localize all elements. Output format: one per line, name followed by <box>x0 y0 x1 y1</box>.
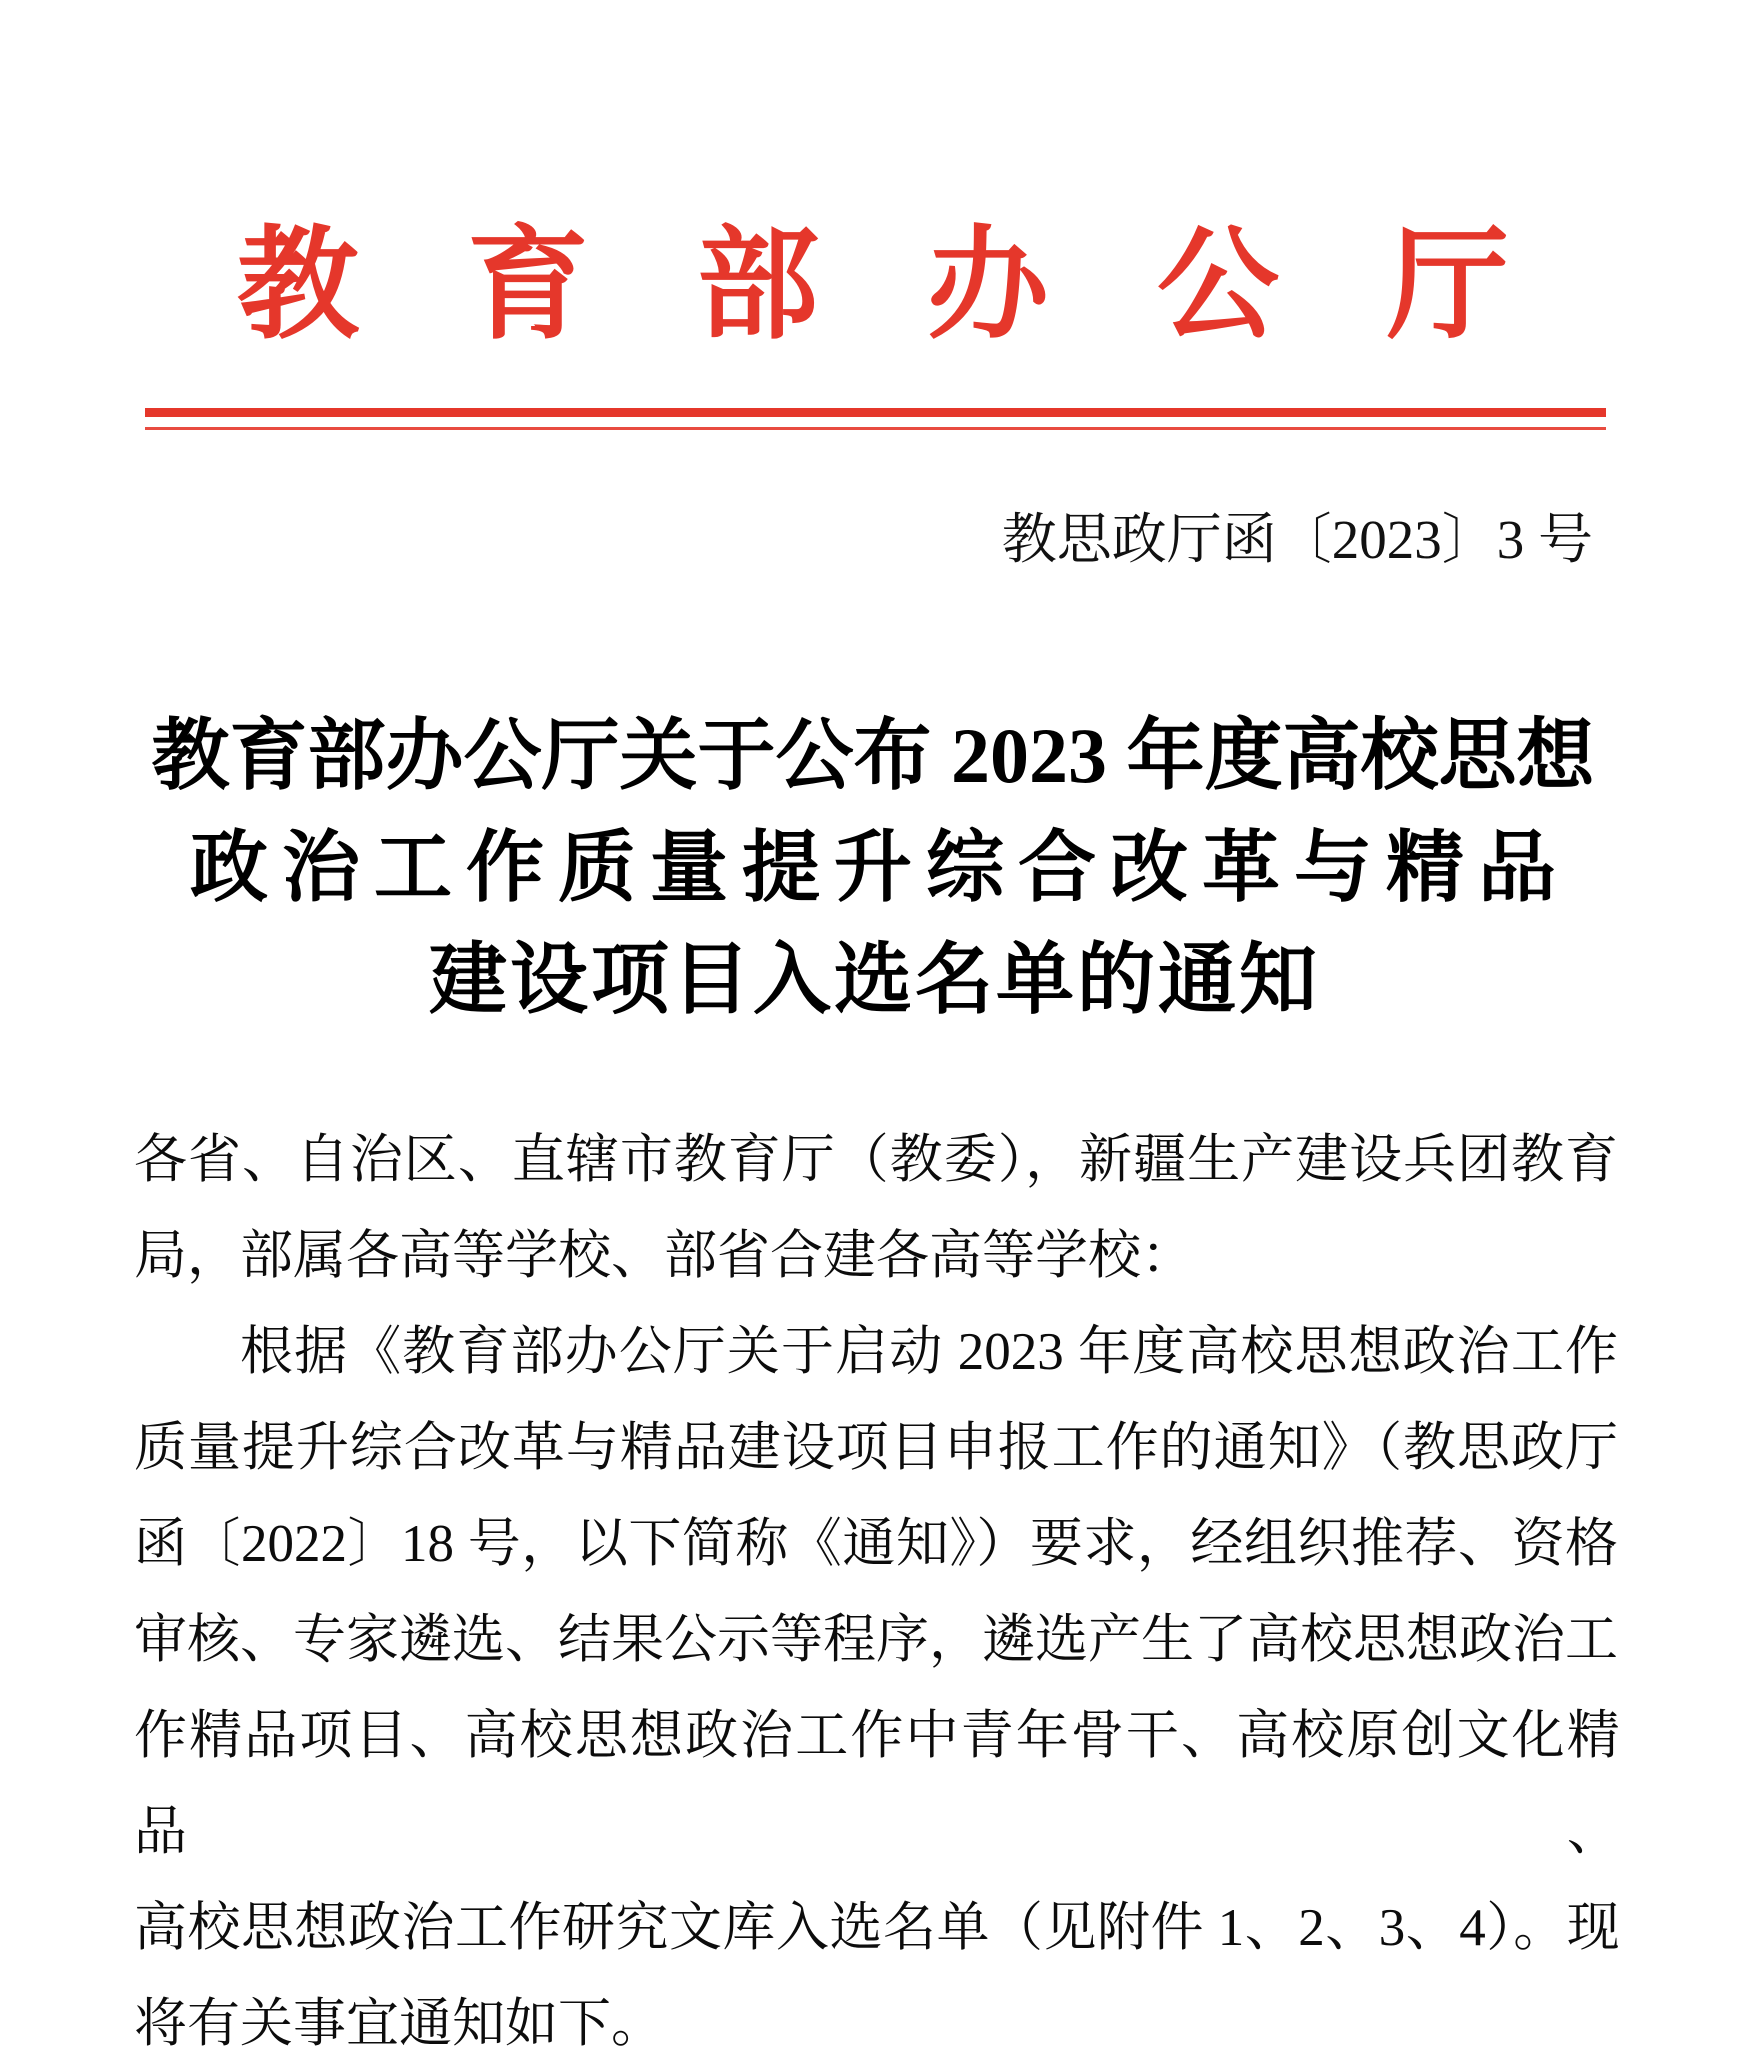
document-body <box>134 1112 1618 2072</box>
body-line: 审核、专家遴选、结果公示等程序，遴选产生了高校思想政治工 <box>134 1611 1618 1669</box>
body-line: 将有关事宜通知如下。 <box>134 1995 664 2053</box>
body-line: 作精品项目、高校思想政治工作中青年骨干、高校原创文化精品、 <box>134 1707 1618 1861</box>
document-title <box>0 700 1746 1036</box>
red-divider-thin <box>145 427 1606 430</box>
main-paragraph <box>134 1304 1618 2072</box>
body-line: 局，部属各高等学校、部省合建各高等学校： <box>134 1227 1194 1285</box>
body-line: 高校思想政治工作研究文库入选名单（见附件 1、2、3、4）。现 <box>134 1899 1618 1957</box>
salutation-paragraph <box>134 1112 1618 1304</box>
body-line: 根据《教育部办公厅关于启动 2023 年度高校思想政治工作 <box>240 1323 1618 1381</box>
title-line: 政治工作质量提升综合改革与精品 <box>189 824 1570 911</box>
body-line: 质量提升综合改革与精品建设项目申报工作的通知》（教思政厅 <box>134 1419 1618 1477</box>
title-line: 教育部办公厅关于公布 2023 年度高校思想 <box>151 712 1595 799</box>
document-number: 教思政厅函〔2023〕3 号 <box>1001 509 1593 570</box>
body-line: 各省、自治区、直辖市教育厅（教委），新疆生产建设兵团教育 <box>134 1131 1618 1189</box>
body-line: 函〔2022〕18 号，以下简称《通知》）要求，经组织推荐、资格 <box>134 1515 1618 1573</box>
red-divider-thick <box>145 408 1606 417</box>
agency-masthead: 教育部办公厅 <box>237 219 1617 354</box>
title-line: 建设项目入选名单的通知 <box>428 936 1320 1023</box>
